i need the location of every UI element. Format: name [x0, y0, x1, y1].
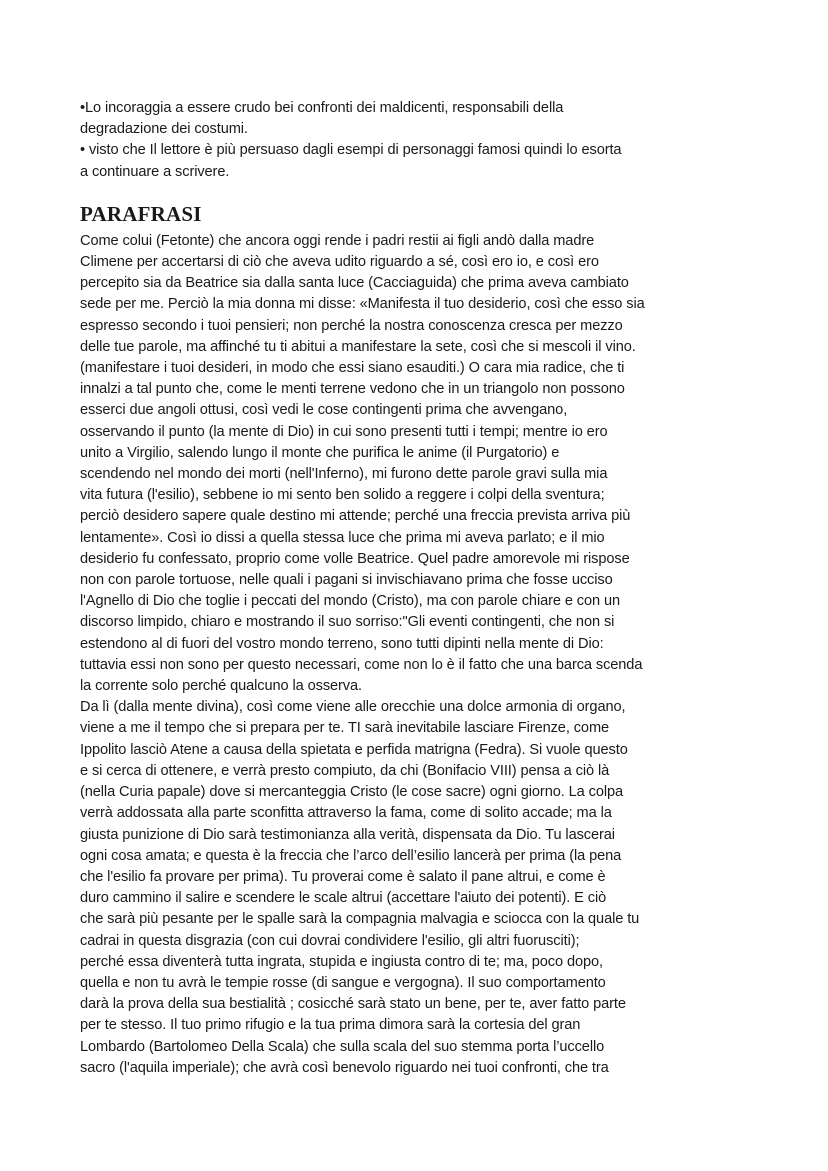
intro-line: • visto che Il lettore è più persuaso dagli esempi di personaggi famosi quindi lo esorta [80, 142, 622, 159]
body-line: e si cerca di ottenere, e verrà presto compiuto, da chi (Bonifacio VIII) pensa a ciò là [80, 762, 610, 779]
body-line: perciò desidero sapere quale destino mi attende; perché una freccia prevista arriva più [80, 508, 631, 525]
intro-bullets [80, 98, 770, 183]
body-line: l'Agnello di Dio che toglie i peccati del mondo (Cristo), ma con parole chiare e con un [80, 593, 621, 610]
body-line: darà la prova della sua bestialità ; cosicché sarà stato un bene, per te, aver fatto parte [80, 996, 626, 1013]
body-line: per te stesso. Il tuo primo rifugio e la tua prima dimora sarà la cortesia del gran [80, 1017, 581, 1034]
body-line: lentamente». Così io dissi a quella stessa luce che prima mi aveva parlato; e il mio [80, 529, 605, 546]
body-line: desiderio fu confessato, proprio come volle Beatrice. Quel padre amorevole mi rispose [80, 550, 630, 567]
body-line: (nella Curia papale) dove si mercanteggia Cristo (le cose sacre) ogni giorno. La colpa [80, 784, 624, 801]
document-page [80, 98, 770, 1079]
body-line: cadrai in questa disgrazia (con cui dovrai condividere l'esilio, gli altri fuorusciti); [80, 932, 580, 949]
body-line: Come colui (Fetonte) che ancora oggi rende i padri restii ai figli andò dalla madre [80, 232, 595, 249]
intro-line: •Lo incoraggia a essere crudo bei confronti dei maldicenti, responsabili della [80, 100, 564, 116]
body-line: perché essa diventerà tutta ingrata, stupida e ingiusta contro di te; ma, poco dopo, [80, 953, 603, 970]
body-line: percepito sia da Beatrice sia dalla santa luce (Cacciaguida) che prima aveva cambiato [80, 275, 629, 292]
intro-line: a continuare a scrivere. [80, 163, 230, 180]
body-line: delle tue parole, ma affinché tu ti abitui a manifestare la sete, così che si mescoli il vino. [80, 338, 636, 355]
body-line: unito a Virgilio, salendo lungo il monte che purifica le anime (il Purgatorio) e [80, 444, 560, 461]
body-line: viene a me il tempo che si prepara per te. TI sarà inevitabile lasciare Firenze, come [80, 720, 610, 737]
body-line: giusta punizione di Dio sarà testimonianza alla verità, dispensata da Dio. Tu lascerai [80, 826, 615, 843]
body-line: sacro (l'aquila imperiale); che avrà così benevolo riguardo nei tuoi confronti, che tra [80, 1059, 609, 1076]
body-line: ogni cosa amata; e questa è la freccia che l’arco dell’esilio lancerà per prima (la pena [80, 847, 622, 864]
body-line: Da lì (dalla mente divina), così come viene alle orecchie una dolce armonia di organo, [80, 699, 626, 716]
body-line: duro cammino il salire e scendere le scale altrui (accettare l'aiuto dei potenti). E ciò [80, 890, 607, 907]
body-line: osservando il punto (la mente di Dio) in cui sono presenti tutti i tempi; mentre io ero [80, 423, 608, 440]
body-line: verrà addossata alla parte sconfitta attraverso la fama, come di solito accade; ma la [80, 805, 612, 822]
body-line: innalzi a tal punto che, come le menti terrene vedono che in un triangolo non possono [80, 381, 625, 398]
body-line: Ippolito lasciò Atene a causa della spietata e perfida matrigna (Fedra). Si vuole questo [80, 741, 628, 758]
body-line: sede per me. Perciò la mia donna mi disse: «Manifesta il tuo desiderio, così che esso sia [80, 296, 645, 313]
body-line: scendendo nel mondo dei morti (nell'Inferno), mi furono dette parole gravi sulla mia [80, 466, 608, 483]
section-heading: PARAFRASI [80, 201, 202, 226]
body-line: Lombardo (Bartolomeo Della Scala) che sulla scala del suo stemma porta l’uccello [80, 1038, 605, 1055]
body-line: estendono al di fuori del vostro mondo terreno, sono tutti dipinti nella mente di Dio: [80, 635, 604, 652]
body-line: vita futura (l'esilio), sebbene io mi sento ben solido a reggere i colpi della sventura; [80, 487, 605, 504]
body-line: Climene per accertarsi di ciò che aveva udito riguardo a sé, così ero io, e così ero [80, 254, 599, 271]
intro-line: degradazione dei costumi. [80, 121, 248, 138]
body-line: (manifestare i tuoi desideri, in modo che essi siano esauditi.) O cara mia radice, che ti [80, 360, 625, 377]
paraphrase-body [80, 231, 770, 1079]
body-line: espresso secondo i tuoi pensieri; non perché la nostra conoscenza cresca per mezzo [80, 317, 623, 334]
body-line: quella e non tu avrà le tempie rosse (di sangue e vergogna). Il suo comportamento [80, 974, 606, 991]
body-line: che sarà più pesante per le spalle sarà la compagnia malvagia e sciocca con la quale tu [80, 911, 640, 928]
body-line: che l'esilio fa provare per prima). Tu proverai come è salato il pane altrui, e come è [80, 868, 606, 885]
body-line: non con parole tortuose, nelle quali i pagani si invischiavano prima che fosse ucciso [80, 572, 613, 589]
body-line: la corrente solo perché qualcuno la osserva. [80, 678, 362, 695]
body-line: tuttavia essi non sono per questo necessari, come non lo è il fatto che una barca scenda [80, 656, 643, 673]
body-line: discorso limpido, chiaro e mostrando il suo sorriso:"Gli eventi contingenti, che non si [80, 614, 615, 631]
body-line: esserci due angoli ottusi, così vedi le cose contingenti prima che avvengano, [80, 402, 568, 419]
